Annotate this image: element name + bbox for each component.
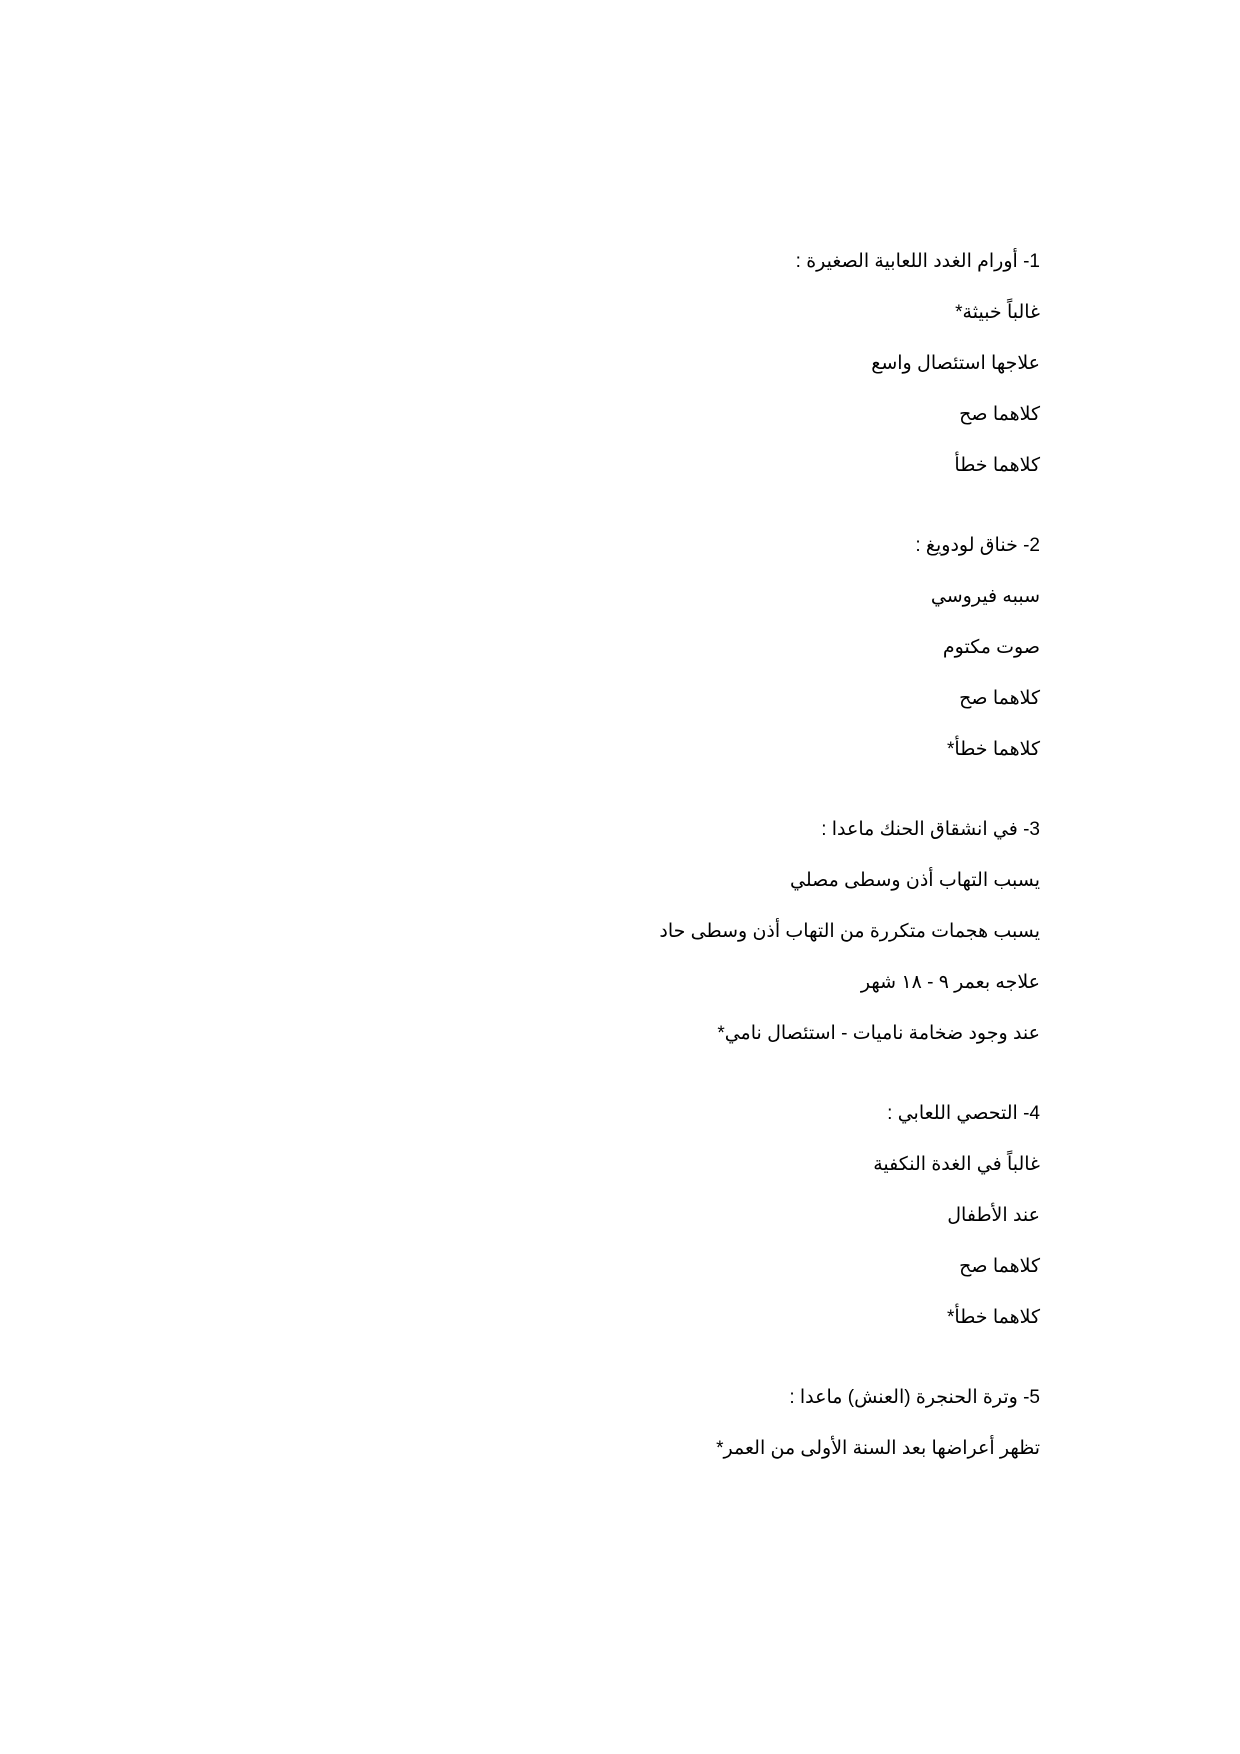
answer-option: عند وجود ضخامة ناميات - استئصال نامي* xyxy=(717,1023,1040,1044)
question-1 xyxy=(140,250,1040,478)
question-stem: 1- أورام الغدد اللعابية الصغيرة : xyxy=(795,251,1040,272)
answer-option: غالباً خبيثة* xyxy=(955,302,1040,323)
question-stem: 2- خناق لودويغ : xyxy=(915,535,1040,556)
answer-option: علاجها استئصال واسع xyxy=(871,353,1040,374)
question-stem: 5- وترة الحنجرة (العنش) ماعدا : xyxy=(789,1387,1040,1408)
answer-option: كلاهما خطأ* xyxy=(947,739,1040,760)
answer-option: كلاهما صح xyxy=(959,404,1040,425)
question-5 xyxy=(140,1386,1040,1461)
question-2 xyxy=(140,534,1040,762)
answer-option: كلاهما صح xyxy=(959,688,1040,709)
answer-option: غالباً في الغدة النكفية xyxy=(873,1154,1040,1175)
answer-option: كلاهما صح xyxy=(959,1256,1040,1277)
answer-option: يسبب التهاب أذن وسطى مصلي xyxy=(790,870,1040,891)
answer-option: صوت مكتوم xyxy=(942,637,1040,658)
question-3 xyxy=(140,818,1040,1046)
answer-option: كلاهما خطأ* xyxy=(947,1307,1040,1328)
answer-option: يسبب هجمات متكررة من التهاب أذن وسطى حاد xyxy=(659,921,1040,942)
answer-option: عند الأطفال xyxy=(947,1205,1040,1226)
answer-option: سببه فيروسي xyxy=(930,586,1040,607)
answer-option: علاجه بعمر ٩ - ١٨ شهر xyxy=(860,972,1040,993)
question-stem: 3- في انشقاق الحنك ماعدا : xyxy=(821,819,1040,840)
answer-option: كلاهما خطأ xyxy=(954,455,1040,476)
question-4 xyxy=(140,1102,1040,1330)
question-stem: 4- التحصي اللعابي : xyxy=(887,1103,1040,1124)
question-list xyxy=(140,250,1040,1517)
answer-option: تظهر أعراضها بعد السنة الأولى من العمر* xyxy=(716,1438,1040,1459)
